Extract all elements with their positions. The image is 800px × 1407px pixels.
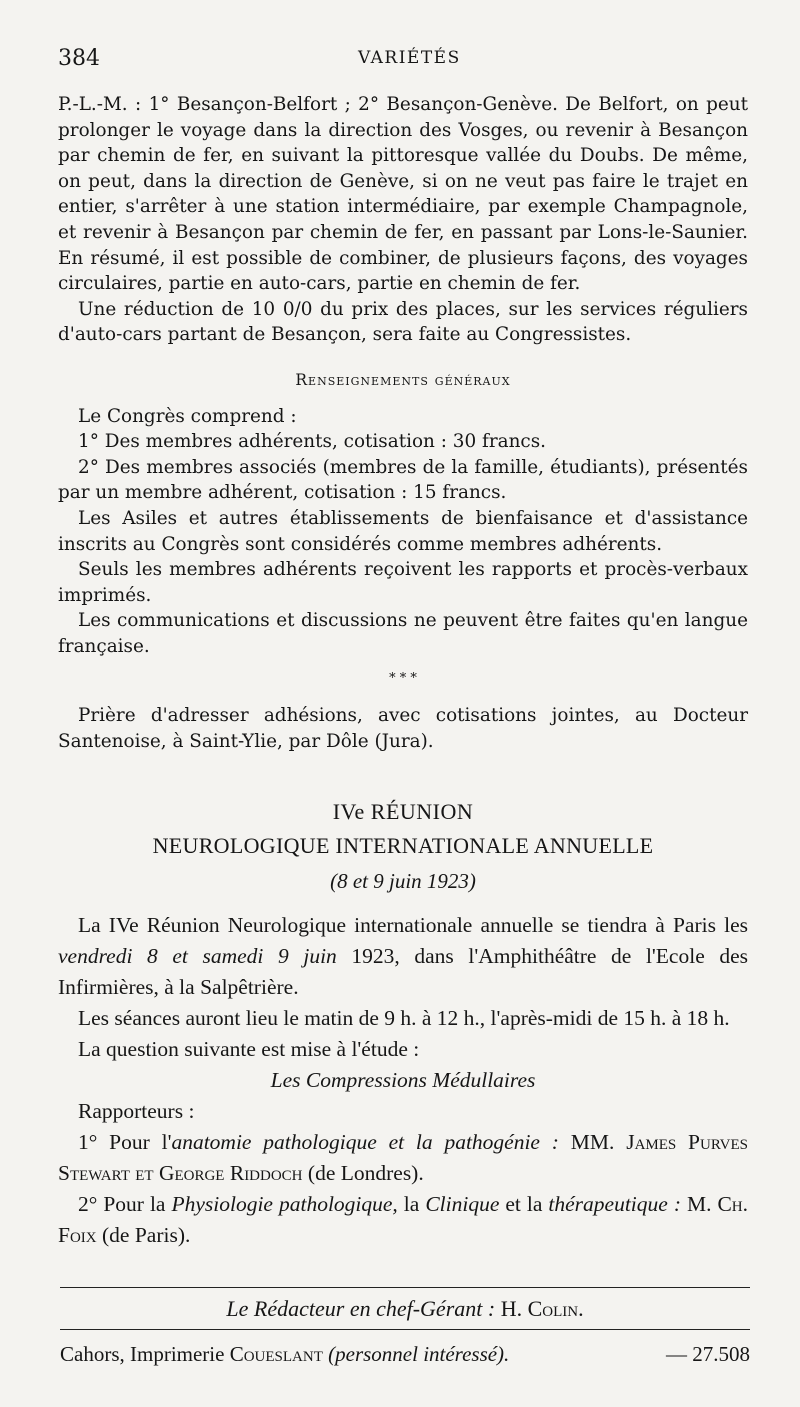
rapporteurs-label: Rapporteurs : [78, 1099, 195, 1123]
page-number: 384 [58, 46, 100, 71]
reunion-p1-dates: vendredi 8 et samedi 9 juin [58, 944, 337, 968]
printer-line [60, 1339, 750, 1369]
renseignement-paragraph-5: Seuls les membres adhérents reçoivent les rapports et procès-verbaux imprimés. [58, 559, 748, 606]
divider-bottom [60, 1329, 750, 1330]
reunion-paragraph-1 [58, 910, 748, 1003]
rapporteur-2-topic-2: Clinique [425, 1192, 500, 1216]
reunion-paragraph-3: La question suivante est mise à l'étude : [78, 1037, 420, 1061]
rapporteur-1-topic: anatomie pathologique et la pathogénie : [171, 1130, 559, 1154]
rapporteur-2-mid: la [397, 1192, 426, 1216]
rapporteur-1 [58, 1127, 748, 1189]
divider-top [60, 1287, 750, 1288]
printer-name: Coueslant [229, 1342, 323, 1366]
rapporteur-2-suffix: (de Paris). [96, 1223, 191, 1247]
reunion-dates: (8 et 9 juin 1923) [330, 869, 476, 893]
rapporteur-2-topic-3: thérapeutique : [548, 1192, 681, 1216]
printer-city: Cahors, Imprimerie [60, 1342, 230, 1366]
printer-note: (personnel intéressé). [322, 1342, 510, 1366]
reunion-p1-end: 1923, dans l'Amphithéâtre de l'Ecole des Infirmières, à la Salpêtrière. [58, 944, 748, 999]
rapporteur-2-topic-1: Physiologie pathologique, [171, 1192, 398, 1216]
rapporteur-2-names: M. Ch. Foix [58, 1192, 749, 1247]
reunion-p1-start: La IVe Réunion Neurologique internationale annuelle se tiendra à Paris les [78, 913, 748, 937]
reunion-question: Les Compressions Médullaires [270, 1068, 536, 1092]
printer-info [60, 1339, 509, 1369]
editor-title: Le Rédacteur en chef-Gérant : [226, 1296, 496, 1321]
renseignement-paragraph-3: 2° Des membres associés (membres de la famille, étudiants), présentés par un membre adhérent, cotisation : 15 francs. [58, 456, 748, 504]
renseignement-paragraph-2: 1° Des membres adhérents, cotisation : 30 francs. [78, 431, 547, 453]
body-text [58, 92, 748, 755]
printer-number: — 27.508 [666, 1342, 750, 1366]
rapporteur-2-prefix: 2° Pour la [78, 1192, 172, 1216]
closing-paragraph: Prière d'adresser adhésions, avec cotisations jointes, au Docteur Santenoise, à Saint-Ylie, par Dôle (Jura). [58, 705, 748, 753]
rapporteur-2-and: et la [499, 1192, 549, 1216]
running-title: VARIÉTÉS [358, 48, 461, 68]
rapporteur-1-names: MM. James Purves Stewart et George Riddoch [58, 1130, 748, 1185]
reunion-title-line2: NEUROLOGIQUE INTERNATIONALE ANNUELLE [152, 833, 654, 858]
reunion-title-line1: IVe RÉUNION [332, 799, 474, 824]
reunion-paragraph-2: Les séances auront lieu le matin de 9 h. à 12 h., l'après-midi de 15 h. à 18 h. [78, 1006, 730, 1030]
editor-name: H. Colin. [495, 1296, 584, 1321]
rapporteur-2 [58, 1189, 748, 1251]
rapporteur-1-prefix: 1° Pour l' [78, 1130, 172, 1154]
reunion-body [58, 910, 748, 1251]
editor-line [60, 1294, 750, 1324]
reunion-title-block [58, 796, 748, 898]
intro-paragraph-1: P.-L.-M. : 1° Besançon-Belfort ; 2° Besançon-Genève. De Belfort, on peut prolonger le voyage dans la direction des Vosges, ou revenir à Besançon par chemin de fer, en suivant la pittoresque vallée du Doubs. De même, on peut, dans la direction de Genève, si on ne veut pas faire le trajet en entier, s'arrêter à une station intermédiaire, par exemple Champagnole, et revenir à Besançon par chemin de fer, en passant par Lons-le-Saunier. En résumé, il est possible de combiner, de plusieurs façons, des voyages circulaires, partie en auto-cars, partie en chemin de fer. [58, 94, 748, 295]
asterism-separator: * * * [389, 671, 417, 687]
page-header [58, 46, 748, 76]
renseignement-paragraph-1: Le Congrès comprend : [78, 405, 297, 427]
rapporteur-1-suffix: (de Londres). [302, 1161, 424, 1185]
renseignement-paragraph-6: Les communications et discussions ne peuvent être faites qu'en langue française. [58, 610, 748, 657]
renseignement-paragraph-4: Les Asiles et autres établissements de bienfaisance et d'assistance inscrits au Congrès sont considérés comme membres adhérents. [58, 507, 748, 555]
intro-paragraph-2: Une réduction de 10 0/0 du prix des places, sur les services réguliers d'auto-cars partant de Besançon, sera faite au Congressistes. [58, 298, 748, 346]
section-title: Renseignements généraux [295, 370, 511, 389]
